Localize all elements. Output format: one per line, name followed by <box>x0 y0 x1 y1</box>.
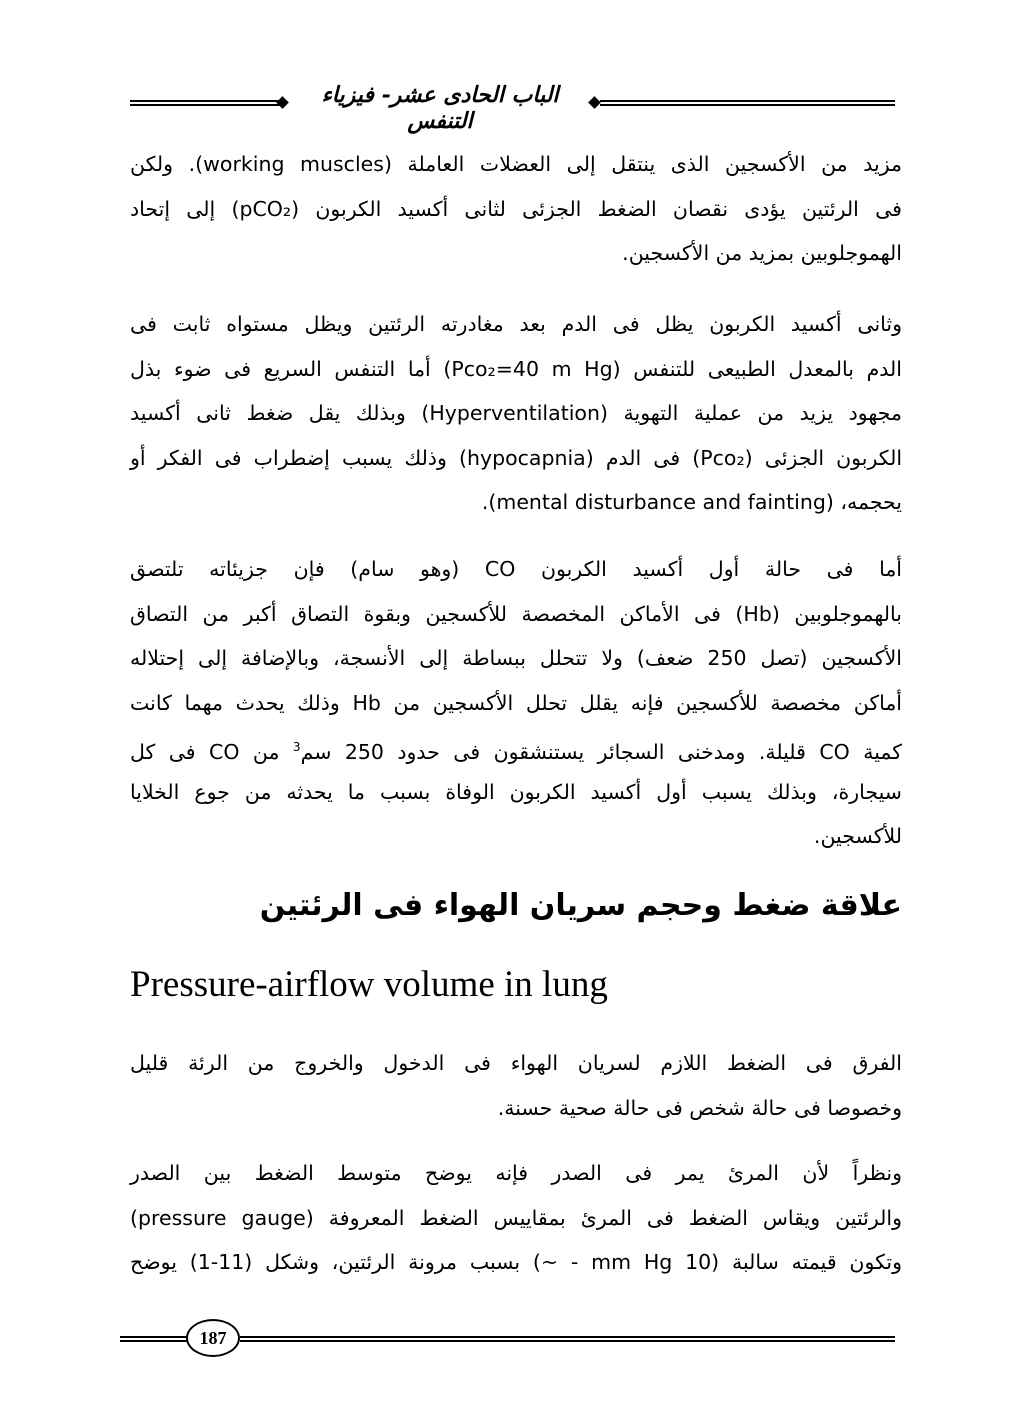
paragraph <box>130 302 902 525</box>
header-rule-left <box>130 100 280 106</box>
text-line: للأكسجين. <box>813 824 902 848</box>
text-line <box>130 725 902 770</box>
text-line: وتكون قيمته سالبة (10 mm Hg - ~) بسبب مرونة الرئتين، وشكل (11-1) يوضح <box>130 1250 902 1274</box>
text-line-part: كمية CO قليلة. ومدخنى السجائر يستنشقون فى حدود 250 سم <box>300 739 902 764</box>
section-subheading: Pressure-airflow volume in lung <box>130 964 608 1005</box>
text-line: الهموجلوبين بمزيد من الأكسجين. <box>622 241 902 265</box>
text-line: مزيد من الأكسجين الذى ينتقل إلى العضلات العاملة (working muscles). ولكن <box>130 152 902 176</box>
text-line: الفرق فى الضغط اللازم لسريان الهواء فى الدخول والخروج من الرئة قليل <box>130 1051 902 1075</box>
text-line: ونظراً لأن المرئ يمر فى الصدر فإنه يوضح متوسط الضغط بين الصدر <box>130 1161 902 1185</box>
paragraph <box>130 1041 902 1130</box>
text-line: الكربون الجزئى (Pco₂) فى الدم (hypocapnia) وذلك يسبب إضطراب فى الفكر أو <box>130 445 903 470</box>
text-line: والرئتين ويقاس الضغط فى المرئ بمقاييس الضغط المعروفة (pressure gauge) <box>130 1205 903 1230</box>
text-line: يحجمه، (mental disturbance and fainting). <box>481 490 902 514</box>
footer-rule-left <box>120 1336 188 1342</box>
text-line: الدم بالمعدل الطبيعى للتنفس (Pco₂=40 m Hg) أما التنفس السريع فى ضوء بذل <box>130 356 902 381</box>
footer-rule-right <box>240 1336 895 1342</box>
page-number: 187 <box>186 1319 240 1357</box>
paragraph <box>130 547 902 859</box>
paragraph <box>130 142 902 276</box>
paragraph <box>130 1151 902 1285</box>
header-rule-right <box>600 100 895 106</box>
page-header <box>120 82 900 134</box>
section-heading: علاقة ضغط وحجم سريان الهواء فى الرئتين <box>259 888 902 923</box>
superscript: 3 <box>292 740 301 754</box>
text-line: أماكن مخصصة للأكسجين فإنه يقلل تحلل الأكسجين من Hb وذلك يحدث مهما كانت <box>130 690 903 715</box>
text-line: أما فى حالة أول أكسيد الكربون CO (وهو سام) فإن جزيئاته تلتصق <box>130 557 903 581</box>
text-line: فى الرئتين يؤدى نقصان الضغط الجزئى لثانى أكسيد الكربون (pCO₂) إلى إتحاد <box>130 196 902 221</box>
page-footer <box>120 1317 895 1357</box>
chapter-title: الباب الحادى عشر- فيزياء التنفس <box>321 82 559 134</box>
text-line: الأكسجين (تصل 250 ضعف) ولا تتحلل ببساطة إلى الأنسجة، وبالإضافة إلى إحتلاله <box>130 646 902 670</box>
text-line: وثانى أكسيد الكربون يظل فى الدم بعد مغادرته الرئتين ويظل مستواه ثابت فى <box>130 312 902 336</box>
text-line: مجهود يزيد من عملية التهوية (Hyperventilation) وبذلك يقل ضغط ثانى أكسيد <box>130 401 902 425</box>
text-line: سيجارة، وبذلك يسبب أول أكسيد الكربون الوفاة بسبب ما يحدثه من جوع الخلايا <box>130 779 902 804</box>
text-line: وخصوصا فى حالة شخص فى حالة صحية حسنة. <box>497 1095 902 1120</box>
diamond-icon <box>588 96 601 109</box>
text-line-part: من CO فى كل <box>130 739 293 764</box>
diamond-icon <box>276 96 289 109</box>
text-line: بالهموجلوبين (Hb) فى الأماكن المخصصة للأكسجين وبقوة التصاق أكبر من التصاق <box>130 601 902 626</box>
